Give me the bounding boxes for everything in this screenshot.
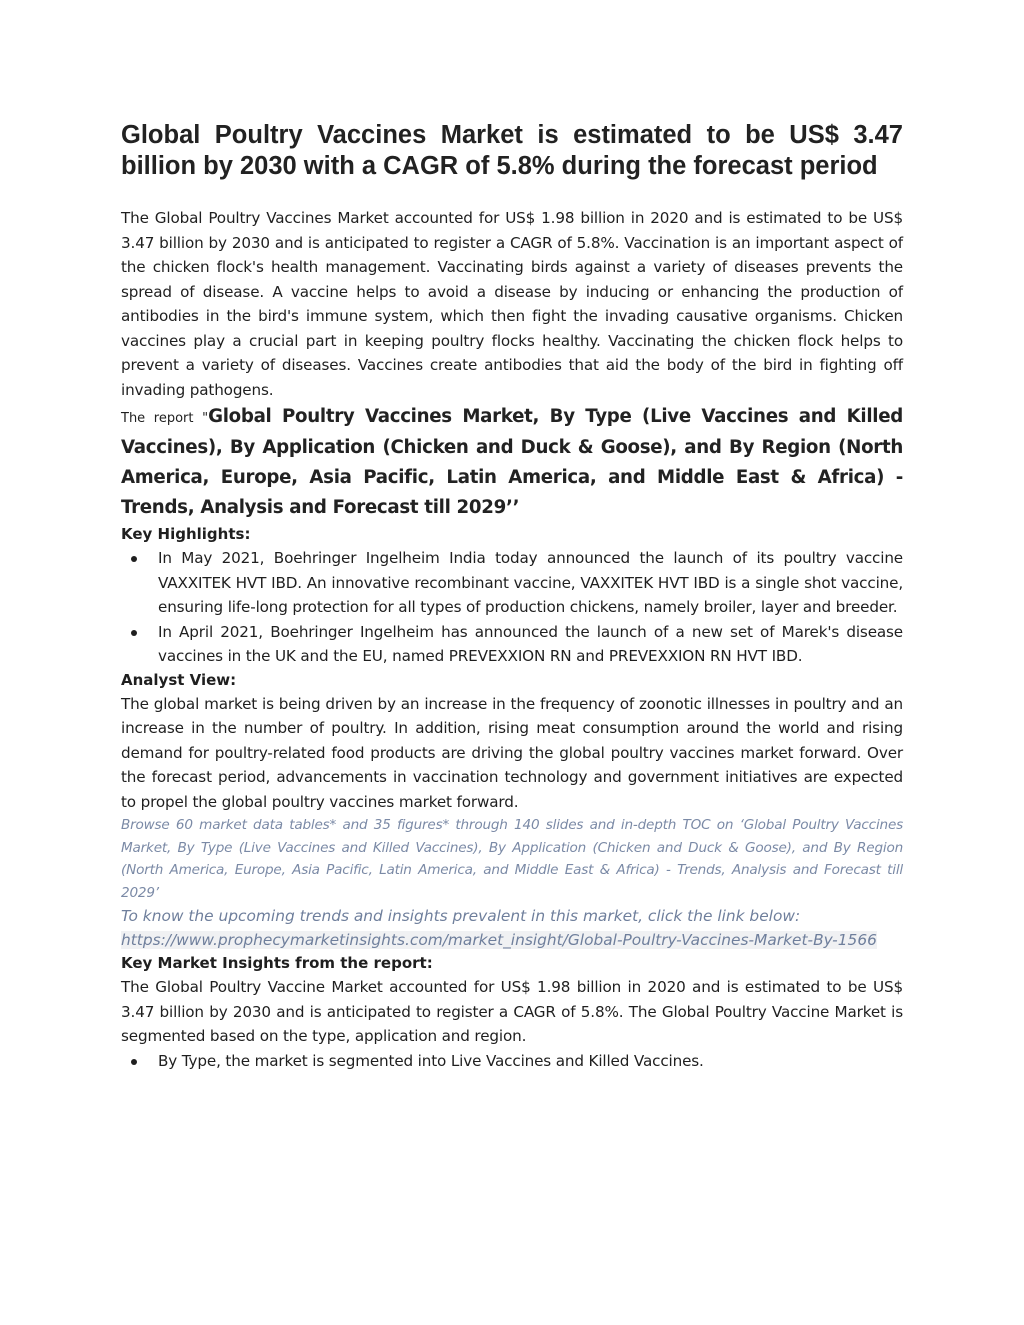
bullet-icon — [131, 630, 137, 636]
analyst-view-paragraph: The global market is being driven by an increase in the frequency of zoonotic illnesses in poultry and an increase in the number of poultry. In addition, rising meat consumption around the world and rising demand for poultry-related food products are driving the global poultry vaccines market forward. Over the forecast period, advancements in vaccination technology and government initiatives are expected to propel the global poultry vaccines market forward. — [121, 694, 903, 811]
list-item — [121, 620, 903, 669]
list-item — [121, 1049, 903, 1074]
key-market-insights-heading: Key Market Insights from the report: — [121, 954, 433, 972]
link-intro: To know the upcoming trends and insights prevalent in this market, click the link below: — [121, 907, 801, 925]
key-highlights-list — [121, 546, 903, 669]
key-highlights-heading: Key Highlights: — [121, 525, 251, 543]
report-link-text[interactable]: https://www.prophecymarketinsights.com/market_insight/Global-Poultry-Vaccines-Market-By-1566 — [121, 931, 877, 949]
insight-text: By Type, the market is segmented into Live Vaccines and Killed Vaccines. — [158, 1051, 704, 1070]
key-market-insights-paragraph: The Global Poultry Vaccine Market accounted for US$ 1.98 billion in 2020 and is estimated to be US$ 3.47 billion by 2030 and is anticipated to register a CAGR of 5.8%. The Global Poultry Vaccine Market is segmented based on the type, application and region. — [121, 978, 903, 1045]
highlight-text: In May 2021, Boehringer Ingelheim India today announced the launch of its poultry vaccine VAXXITEK HVT IBD. An innovative recombinant vaccine, VAXXITEK HVT IBD is a single shot vaccine, ensuring life-long protection for all types of production chickens, namely broiler, layer and breeder. — [158, 549, 903, 616]
report-link[interactable] — [121, 929, 903, 952]
intro-paragraph: The Global Poultry Vaccines Market accounted for US$ 1.98 billion in 2020 and is estimated to be US$ 3.47 billion by 2030 and is anticipated to register a CAGR of 5.8%. Vaccination is an important aspect of the chicken flock's health management. Vaccinating birds against a variety of diseases prevents the spread of disease. A vaccine helps to avoid a disease by inducing or enhancing the production of antibodies in the bird's immune system, which then fight the invading causative organisms. Chicken vaccines play a crucial part in keeping poultry flocks healthy. Vaccinating the chicken flock helps to prevent a variety of diseases. Vaccines create antibodies that aid the body of the bird in fighting off invading pathogens. — [121, 209, 903, 399]
analyst-view-heading: Analyst View: — [121, 670, 237, 689]
list-item — [121, 546, 903, 620]
key-market-insights-list — [121, 1049, 903, 1074]
document-page — [121, 120, 903, 1073]
bullet-icon — [131, 556, 137, 562]
report-prefix: The report " — [121, 411, 209, 426]
report-title-line — [121, 402, 903, 523]
bullet-icon — [131, 1059, 137, 1065]
report-title: Global Poultry Vaccines Market, By Type (Live Vaccines and Killed Vaccines), By Application (Chicken and Duck & Goose), and By Region (North America, Europe, Asia Pacific, Latin America, and Middle East & Africa) - Trends, Analysis and Forecast till 2029’’ — [121, 406, 903, 518]
highlight-text: In April 2021, Boehringer Ingelheim has announced the launch of a new set of Marek's disease vaccines in the UK and the EU, named PREVEXXION RN and PREVEXXION RN HVT IBD. — [158, 622, 903, 665]
document-title: Global Poultry Vaccines Market is estimated to be US$ 3.47 billion by 2030 with a CAGR of 5.8% during the forecast period — [121, 121, 903, 180]
browse-note: Browse 60 market data tables* and 35 figures* through 140 slides and in-depth TOC on ‘Global Poultry Vaccines Market, By Type (Live Vaccines and Killed Vaccines), By Application (Chicken and Duck & Goose), and By Region (North America, Europe, Asia Pacific, Latin America, and Middle East & Africa) - Trends, Analysis and Forecast till 2029’ — [121, 817, 903, 901]
